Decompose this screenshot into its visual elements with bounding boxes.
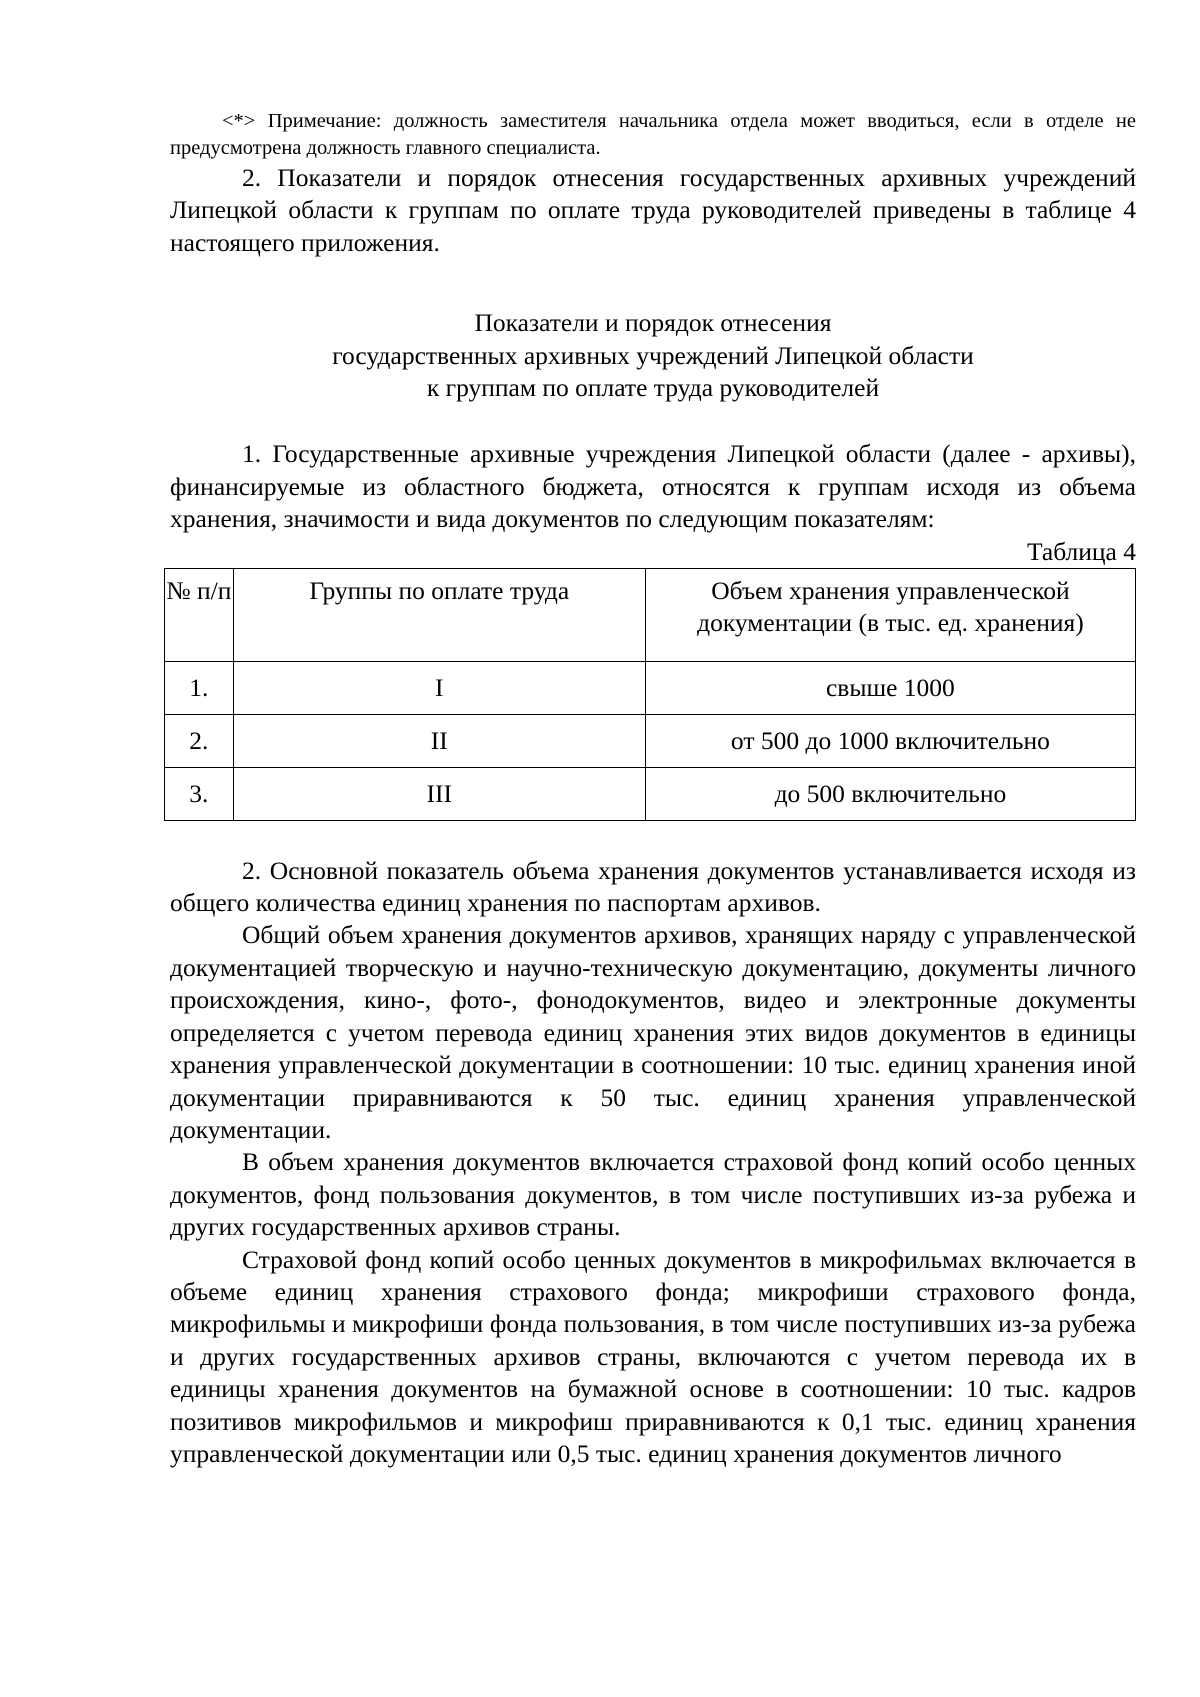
footnote-note: <*> Примечание: должность заместителя начальника отдела может вводиться, если в отделе не предусмотрена должность главного специалиста. [170,110,1136,159]
cell-volume: свыше 1000 [645,661,1135,714]
header-volume: Объем хранения управленческой документации (в тыс. ед. хранения) [645,568,1135,661]
section-title-line-1: Показатели и порядок отнесения [474,308,832,338]
header-group: Группы по оплате труда [233,568,645,661]
section-title-line-2: государственных архивных учреждений Липецкой области [332,340,974,370]
paragraph-1: 1. Государственные архивные учреждения Липецкой области (далее - архивы), финансируемые из областного бюджета, относятся к группам исходя из объема хранения, значимости и вида документов по следующим показателям: [170,439,1136,534]
paragraph-intro: 2. Показатели и порядок отнесения государственных архивных учреждений Липецкой области к группам по оплате труда руководителей приведены в таблице 4 настоящего приложения. [170,163,1136,257]
table-row [165,714,1136,767]
section-title-line-3: к группам по оплате труда руководителей [426,373,880,403]
header-num: № п/п [165,568,234,661]
table-row [165,767,1136,820]
cell-num: 2. [165,714,234,767]
paragraph-4: В объем хранения документов включается страховой фонд копий особо ценных документов, фонд пользования документов, в том числе поступивших из-за рубежа и других государственных архивов страны. [170,1147,1136,1242]
table-row [165,661,1136,714]
cell-volume: до 500 включительно [645,767,1135,820]
cell-group: I [233,661,645,714]
cell-volume: от 500 до 1000 включительно [645,714,1135,767]
cell-num: 1. [165,661,234,714]
paragraph-2: 2. Основной показатель объема хранения документов устанавливается исходя из общего количества единиц хранения по паспортам архивов. [170,855,1136,918]
cell-num: 3. [165,767,234,820]
table-header-row [165,568,1136,661]
document-page [166,108,1136,1470]
spacer [170,404,1136,438]
paragraph-5: Страховой фонд копий особо ценных документов в микрофильмах включается в объеме единиц хранения страхового фонда; микрофиши страхового фонда, микрофильмы и микрофиши фонда пользования, в том числе поступивших из-за рубежа и других государственных архивов страны, включаются с учетом перевода их в единицы хранения документов на бумажной основе в соотношении: 10 тыс. кадров позитивов микрофильмов и микрофиш приравниваются к 0,1 тыс. единиц хранения управленческой документации или 0,5 тыс. единиц хранения документов личного [170,1244,1136,1468]
cell-group: III [233,767,645,820]
section-title [170,307,1136,404]
paragraph-3: Общий объем хранения документов архивов, хранящих наряду с управленческой документацией творческую и научно-техническую документацию, документы личного происхождения, кино-, фото-, фонодокументов, видео и электронные документы определяется с учетом перевода единиц хранения этих видов документов в единицы хранения управленческой документации в соотношении: 10 тыс. единиц хранения иной документации приравниваются к 50 тыс. единиц хранения управленческой документации. [170,920,1136,1144]
spacer [170,821,1136,855]
table-caption: Таблица 4 [1026,536,1136,566]
groups-table [164,568,1136,821]
cell-group: II [233,714,645,767]
